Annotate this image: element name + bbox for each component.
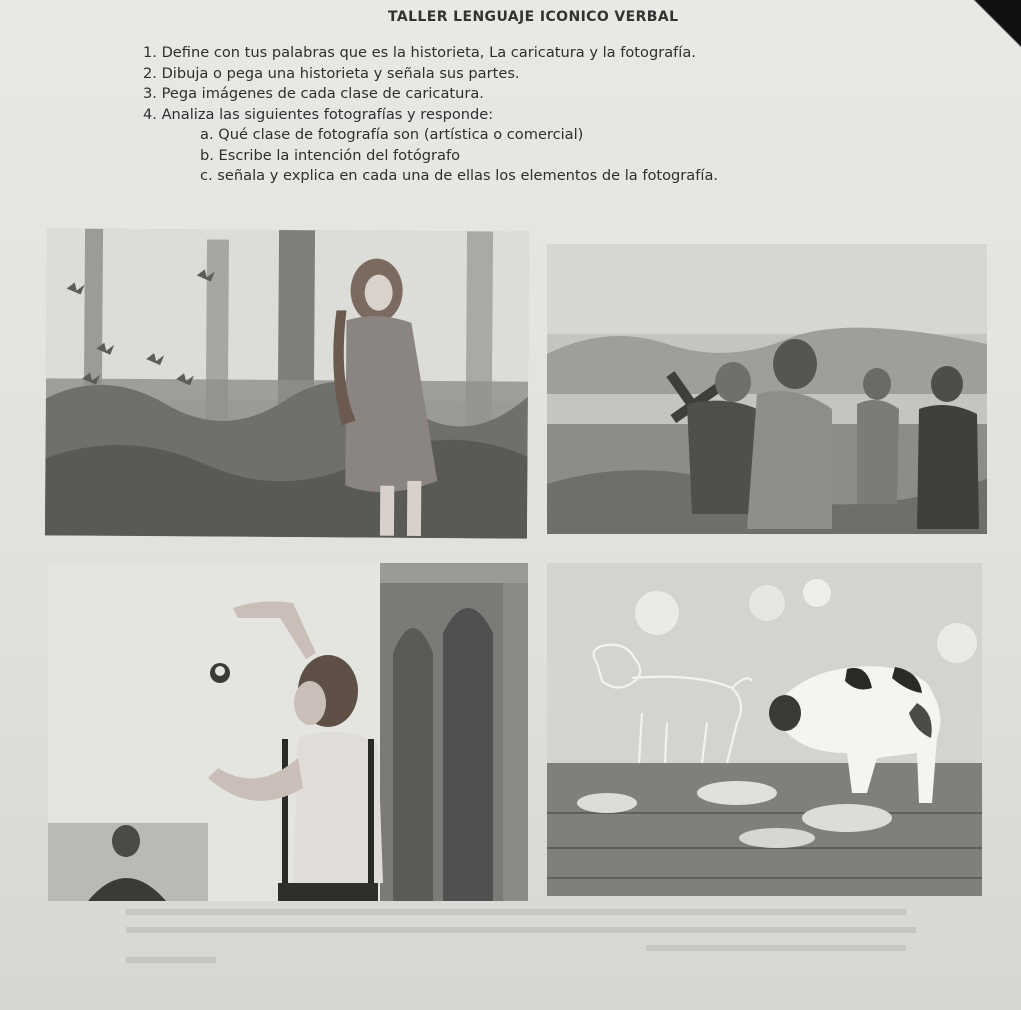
instruction-4: 4. Analiza las siguientes fotografías y responde:: [143, 105, 494, 123]
instruction-3: 3. Pega imágenes de cada clase de caricatura.: [143, 85, 484, 102]
page-corner-shadow: [961, 0, 1021, 60]
instruction-4c: c. señala y explica en cada una de ellas los elementos de la fotografía.: [200, 167, 719, 184]
instruction-1: 1. Define con tus palabras que es la historieta, La caricatura y la fotografía.: [143, 44, 696, 61]
instruction-2: 2. Dibuja o pega una historieta y señala sus partes.: [143, 64, 520, 82]
people-carrying-crosses-photo: [547, 244, 987, 534]
woman-forest-butterflies-photo: [45, 228, 529, 538]
instruction-4b: b. Escribe la intención del fotógrafo: [200, 146, 461, 164]
instructions-list: [143, 43, 718, 187]
worksheet-title: TALLER LENGUAJE ICONICO VERBAL: [388, 9, 679, 25]
dog-chalk-drawing-photo: [547, 563, 982, 896]
juggler-man-photo: [48, 563, 528, 901]
bleed-through-lines: [126, 905, 926, 965]
instruction-4a: a. Qué clase de fotografía son (artística o comercial): [200, 126, 584, 143]
